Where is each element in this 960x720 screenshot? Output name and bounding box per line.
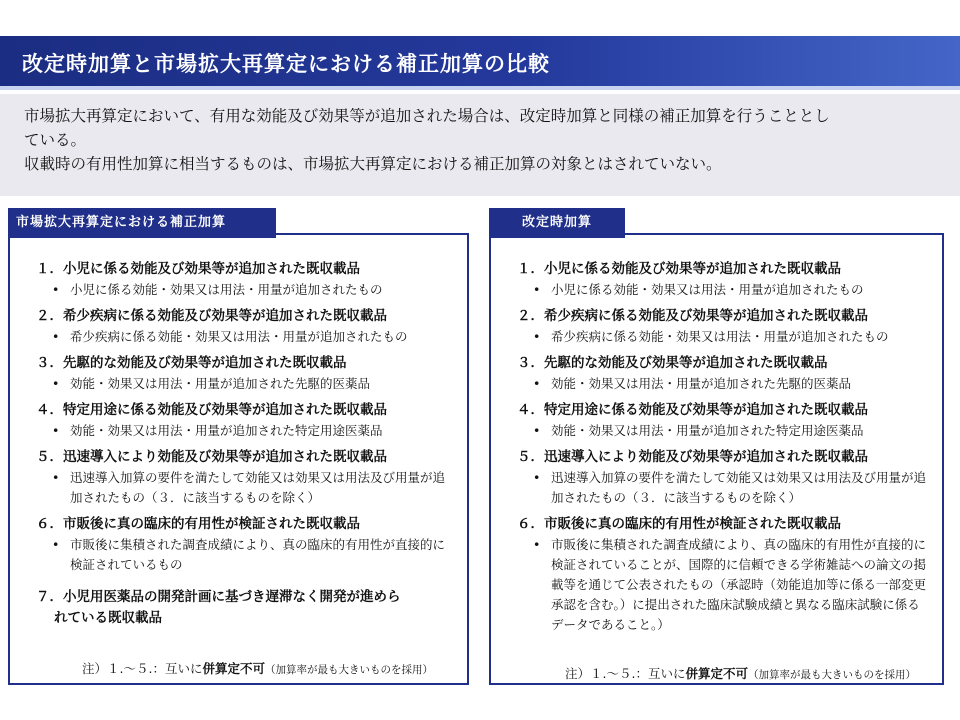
footnote-detail: （加算率が最も大きいものを採用） (264, 664, 433, 676)
footnote-prefix: 注）１.～５.：互いに (82, 661, 203, 676)
item-detail: • 効能・効果又は用法・用量が追加された特定用途医薬品 (10, 421, 467, 441)
intro-line-2: ている。 (24, 131, 87, 149)
revision-addition-box (489, 233, 944, 685)
list-item (491, 400, 942, 441)
intro-line-1: 市場拡大再算定において、有用な効能及び効果等が追加された場合は、改定時加算と同様の補正加算を行うこととし (24, 107, 830, 125)
footnote-emphasis: 併算定不可 (685, 666, 748, 681)
item-detail: • 効能・効果又は用法・用量が追加された先駆的医薬品 (491, 374, 942, 394)
list-item (10, 587, 467, 629)
list-item (491, 306, 942, 347)
page-title: 改定時加算と市場拡大再算定における補正加算の比較 (22, 52, 550, 76)
list-item (491, 259, 942, 300)
item-detail: • 市販後に集積された調査成績により、真の臨床的有用性が直接的に検証されているもの (10, 535, 467, 575)
item-detail: • 迅速導入加算の要件を満たして効能又は効果又は用法及び用量が追加されたもの（３．に該当するものを除く） (10, 468, 467, 508)
list-item (10, 447, 467, 508)
intro-line-3: 収載時の有用性加算に相当するものは、市場拡大再算定における補正加算の対象とはされていない。 (24, 155, 722, 173)
title-underline (0, 86, 960, 90)
item-heading: ３．先駆的な効能及び効果等が追加された既収載品 (36, 355, 347, 371)
item-detail: • 効能・効果又は用法・用量が追加された先駆的医薬品 (10, 374, 467, 394)
item-heading: １．小児に係る効能及び効果等が追加された既収載品 (517, 261, 841, 277)
item-heading: ６．市販後に真の臨床的有用性が検証された既収載品 (36, 516, 360, 532)
intro-panel (0, 94, 960, 196)
item-heading-continued: れている既収載品 (54, 610, 162, 626)
title-bar (0, 36, 960, 90)
list-item (10, 514, 467, 575)
item-heading: ４．特定用途に係る効能及び効果等が追加された既収載品 (517, 402, 868, 418)
item-heading: ３．先駆的な効能及び効果等が追加された既収載品 (517, 355, 828, 371)
list-item (491, 514, 942, 635)
footnote-emphasis: 併算定不可 (202, 661, 265, 676)
list-item (10, 306, 467, 347)
list-item (491, 447, 942, 508)
item-detail: • 小児に係る効能・効果又は用法・用量が追加されたもの (10, 280, 467, 300)
footnote (565, 664, 916, 682)
market-expansion-box (8, 233, 469, 685)
revision-addition-list (491, 259, 942, 641)
market-expansion-tab: 市場拡大再算定における補正加算 (8, 208, 276, 238)
market-expansion-list (10, 259, 467, 635)
item-heading: ６．市販後に真の臨床的有用性が検証された既収載品 (517, 516, 841, 532)
item-detail: • 希少疾病に係る効能・効果又は用法・用量が追加されたもの (491, 327, 942, 347)
item-detail: • 迅速導入加算の要件を満たして効能又は効果又は用法及び用量が追加されたもの（３．に該当するものを除く） (491, 468, 942, 508)
item-heading: ７．小児用医薬品の開発計画に基づき遅滞なく開発が進めら (36, 589, 401, 605)
item-heading: ２．希少疾病に係る効能及び効果等が追加された既収載品 (517, 308, 868, 324)
item-heading: ５．迅速導入により効能及び効果等が追加された既収載品 (36, 449, 387, 465)
list-item (10, 400, 467, 441)
item-detail: • 小児に係る効能・効果又は用法・用量が追加されたもの (491, 280, 942, 300)
footnote (82, 659, 433, 677)
footnote-prefix: 注）１.～５.：互いに (565, 666, 686, 681)
list-item (491, 353, 942, 394)
list-item (10, 259, 467, 300)
footnote-detail: （加算率が最も大きいものを採用） (747, 669, 916, 681)
item-heading: １．小児に係る効能及び効果等が追加された既収載品 (36, 261, 360, 277)
item-heading: ２．希少疾病に係る効能及び効果等が追加された既収載品 (36, 308, 387, 324)
list-item (10, 353, 467, 394)
item-heading: ５．迅速導入により効能及び効果等が追加された既収載品 (517, 449, 868, 465)
revision-addition-tab: 改定時加算 (489, 208, 625, 238)
item-detail: • 希少疾病に係る効能・効果又は用法・用量が追加されたもの (10, 327, 467, 347)
item-detail: • 効能・効果又は用法・用量が追加された特定用途医薬品 (491, 421, 942, 441)
item-detail: • 市販後に集積された調査成績により、真の臨床的有用性が直接的に検証されていることが、国際的に信頼できる学術雑誌への論文の掲載等を通じて公表されたもの（承認時（効能追加等に係る一部変更承認を含む。）に提出された臨床試験成績と異なる臨床試験に係るデータであること。） (491, 535, 942, 635)
item-heading: ４．特定用途に係る効能及び効果等が追加された既収載品 (36, 402, 387, 418)
